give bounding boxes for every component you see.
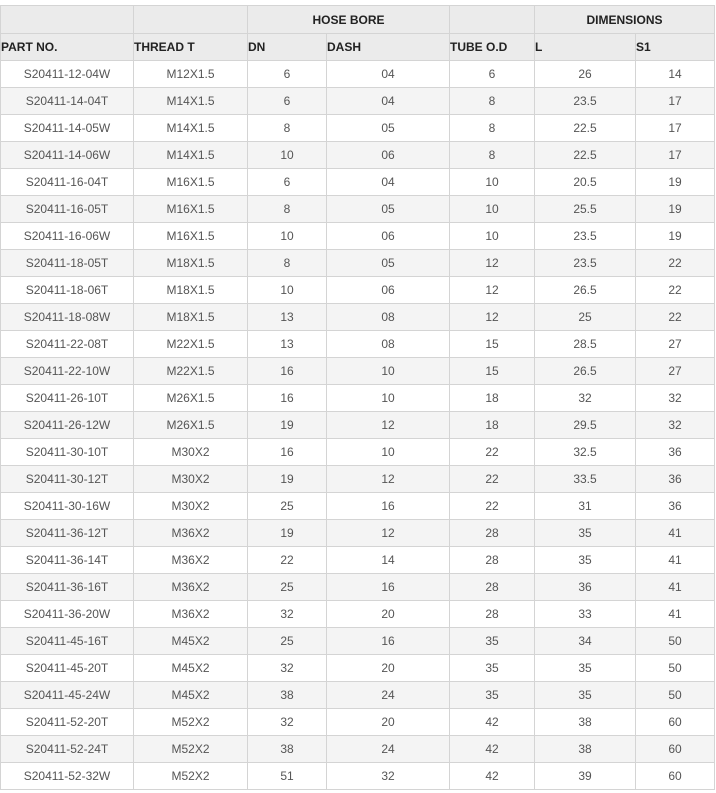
s1-cell: 27 xyxy=(636,331,715,358)
dn-cell: 13 xyxy=(248,331,327,358)
l-cell: 22.5 xyxy=(535,142,636,169)
dash-cell: 05 xyxy=(327,250,450,277)
l-cell: 39 xyxy=(535,763,636,790)
l-cell: 38 xyxy=(535,709,636,736)
thread-cell: M36X2 xyxy=(134,520,248,547)
table-row xyxy=(1,331,715,358)
thread-cell: M14X1.5 xyxy=(134,88,248,115)
column-header-thread: THREAD T xyxy=(134,34,248,61)
table-row xyxy=(1,304,715,331)
l-cell: 32 xyxy=(535,385,636,412)
dn-cell: 10 xyxy=(248,277,327,304)
part-no-cell: S20411-36-12T xyxy=(1,520,134,547)
part-no-cell: S20411-52-24T xyxy=(1,736,134,763)
l-cell: 35 xyxy=(535,547,636,574)
dn-cell: 32 xyxy=(248,655,327,682)
tube-od-cell: 42 xyxy=(450,736,535,763)
thread-cell: M14X1.5 xyxy=(134,115,248,142)
table-row xyxy=(1,520,715,547)
table-row xyxy=(1,466,715,493)
dn-cell: 32 xyxy=(248,709,327,736)
dn-cell: 25 xyxy=(248,628,327,655)
table-row xyxy=(1,169,715,196)
dash-cell: 04 xyxy=(327,169,450,196)
dn-cell: 19 xyxy=(248,520,327,547)
part-no-cell: S20411-26-10T xyxy=(1,385,134,412)
part-no-cell: S20411-18-05T xyxy=(1,250,134,277)
thread-cell: M12X1.5 xyxy=(134,61,248,88)
dash-cell: 12 xyxy=(327,412,450,439)
tube-od-cell: 22 xyxy=(450,466,535,493)
group-header-blank xyxy=(134,6,248,34)
l-cell: 20.5 xyxy=(535,169,636,196)
table-row xyxy=(1,61,715,88)
part-no-cell: S20411-12-04W xyxy=(1,61,134,88)
l-cell: 26.5 xyxy=(535,358,636,385)
table-row xyxy=(1,115,715,142)
dn-cell: 22 xyxy=(248,547,327,574)
dn-cell: 13 xyxy=(248,304,327,331)
table-row xyxy=(1,628,715,655)
thread-cell: M18X1.5 xyxy=(134,304,248,331)
part-no-cell: S20411-45-20T xyxy=(1,655,134,682)
column-header-row xyxy=(1,34,715,61)
dash-cell: 20 xyxy=(327,709,450,736)
thread-cell: M52X2 xyxy=(134,709,248,736)
l-cell: 33.5 xyxy=(535,466,636,493)
part-no-cell: S20411-30-10T xyxy=(1,439,134,466)
table-row xyxy=(1,736,715,763)
s1-cell: 60 xyxy=(636,763,715,790)
thread-cell: M26X1.5 xyxy=(134,412,248,439)
s1-cell: 17 xyxy=(636,142,715,169)
thread-cell: M16X1.5 xyxy=(134,223,248,250)
l-cell: 35 xyxy=(535,682,636,709)
thread-cell: M22X1.5 xyxy=(134,358,248,385)
s1-cell: 22 xyxy=(636,277,715,304)
l-cell: 36 xyxy=(535,574,636,601)
column-header-part-no: PART NO. xyxy=(1,34,134,61)
tube-od-cell: 42 xyxy=(450,709,535,736)
thread-cell: M52X2 xyxy=(134,763,248,790)
group-header-hose-bore: HOSE BORE xyxy=(248,6,450,34)
thread-cell: M52X2 xyxy=(134,736,248,763)
l-cell: 32.5 xyxy=(535,439,636,466)
s1-cell: 60 xyxy=(636,709,715,736)
l-cell: 25 xyxy=(535,304,636,331)
thread-cell: M14X1.5 xyxy=(134,142,248,169)
s1-cell: 19 xyxy=(636,223,715,250)
group-header-row xyxy=(1,6,715,34)
dash-cell: 14 xyxy=(327,547,450,574)
dash-cell: 05 xyxy=(327,196,450,223)
part-no-cell: S20411-22-08T xyxy=(1,331,134,358)
part-no-cell: S20411-45-16T xyxy=(1,628,134,655)
tube-od-cell: 12 xyxy=(450,277,535,304)
tube-od-cell: 15 xyxy=(450,358,535,385)
tube-od-cell: 22 xyxy=(450,439,535,466)
part-no-cell: S20411-14-04T xyxy=(1,88,134,115)
dn-cell: 25 xyxy=(248,574,327,601)
part-no-cell: S20411-18-08W xyxy=(1,304,134,331)
dash-cell: 16 xyxy=(327,493,450,520)
table-row xyxy=(1,358,715,385)
table-row xyxy=(1,682,715,709)
dash-cell: 24 xyxy=(327,736,450,763)
dash-cell: 08 xyxy=(327,304,450,331)
column-header-dn: DN xyxy=(248,34,327,61)
dn-cell: 6 xyxy=(248,169,327,196)
dash-cell: 06 xyxy=(327,223,450,250)
l-cell: 35 xyxy=(535,655,636,682)
dn-cell: 19 xyxy=(248,466,327,493)
table-row xyxy=(1,601,715,628)
tube-od-cell: 22 xyxy=(450,493,535,520)
dn-cell: 6 xyxy=(248,88,327,115)
dn-cell: 51 xyxy=(248,763,327,790)
tube-od-cell: 10 xyxy=(450,169,535,196)
thread-cell: M26X1.5 xyxy=(134,385,248,412)
table-row xyxy=(1,250,715,277)
thread-cell: M45X2 xyxy=(134,682,248,709)
dash-cell: 10 xyxy=(327,439,450,466)
table-row xyxy=(1,547,715,574)
s1-cell: 50 xyxy=(636,655,715,682)
part-no-cell: S20411-22-10W xyxy=(1,358,134,385)
table-row xyxy=(1,439,715,466)
thread-cell: M36X2 xyxy=(134,574,248,601)
s1-cell: 50 xyxy=(636,628,715,655)
l-cell: 22.5 xyxy=(535,115,636,142)
s1-cell: 41 xyxy=(636,547,715,574)
s1-cell: 27 xyxy=(636,358,715,385)
s1-cell: 17 xyxy=(636,88,715,115)
part-no-cell: S20411-45-24W xyxy=(1,682,134,709)
table-row xyxy=(1,196,715,223)
group-header-dimensions: DIMENSIONS xyxy=(535,6,715,34)
dash-cell: 20 xyxy=(327,655,450,682)
tube-od-cell: 8 xyxy=(450,142,535,169)
tube-od-cell: 18 xyxy=(450,385,535,412)
l-cell: 29.5 xyxy=(535,412,636,439)
tube-od-cell: 8 xyxy=(450,88,535,115)
tube-od-cell: 28 xyxy=(450,520,535,547)
l-cell: 34 xyxy=(535,628,636,655)
thread-cell: M16X1.5 xyxy=(134,196,248,223)
column-header-s1: S1 xyxy=(636,34,715,61)
l-cell: 31 xyxy=(535,493,636,520)
dash-cell: 10 xyxy=(327,385,450,412)
l-cell: 26 xyxy=(535,61,636,88)
table-row xyxy=(1,574,715,601)
table-row xyxy=(1,88,715,115)
s1-cell: 41 xyxy=(636,601,715,628)
thread-cell: M18X1.5 xyxy=(134,277,248,304)
table-row xyxy=(1,709,715,736)
part-no-cell: S20411-14-06W xyxy=(1,142,134,169)
table-row xyxy=(1,142,715,169)
s1-cell: 17 xyxy=(636,115,715,142)
dn-cell: 10 xyxy=(248,223,327,250)
dash-cell: 06 xyxy=(327,277,450,304)
dn-cell: 8 xyxy=(248,115,327,142)
tube-od-cell: 35 xyxy=(450,655,535,682)
tube-od-cell: 18 xyxy=(450,412,535,439)
s1-cell: 19 xyxy=(636,196,715,223)
tube-od-cell: 6 xyxy=(450,61,535,88)
s1-cell: 22 xyxy=(636,304,715,331)
thread-cell: M45X2 xyxy=(134,655,248,682)
part-no-cell: S20411-18-06T xyxy=(1,277,134,304)
part-no-cell: S20411-30-16W xyxy=(1,493,134,520)
dash-cell: 12 xyxy=(327,520,450,547)
s1-cell: 41 xyxy=(636,574,715,601)
thread-cell: M30X2 xyxy=(134,466,248,493)
table-row xyxy=(1,763,715,790)
l-cell: 23.5 xyxy=(535,88,636,115)
table-row xyxy=(1,277,715,304)
dash-cell: 24 xyxy=(327,682,450,709)
tube-od-cell: 8 xyxy=(450,115,535,142)
dn-cell: 19 xyxy=(248,412,327,439)
s1-cell: 32 xyxy=(636,385,715,412)
dn-cell: 38 xyxy=(248,682,327,709)
table-row xyxy=(1,223,715,250)
dn-cell: 16 xyxy=(248,358,327,385)
dn-cell: 38 xyxy=(248,736,327,763)
dash-cell: 10 xyxy=(327,358,450,385)
dash-cell: 20 xyxy=(327,601,450,628)
l-cell: 25.5 xyxy=(535,196,636,223)
dn-cell: 8 xyxy=(248,196,327,223)
tube-od-cell: 35 xyxy=(450,682,535,709)
thread-cell: M45X2 xyxy=(134,628,248,655)
l-cell: 28.5 xyxy=(535,331,636,358)
part-no-cell: S20411-16-06W xyxy=(1,223,134,250)
s1-cell: 14 xyxy=(636,61,715,88)
table-body xyxy=(1,61,715,790)
table-row xyxy=(1,385,715,412)
part-no-cell: S20411-14-05W xyxy=(1,115,134,142)
s1-cell: 32 xyxy=(636,412,715,439)
thread-cell: M30X2 xyxy=(134,493,248,520)
s1-cell: 60 xyxy=(636,736,715,763)
s1-cell: 41 xyxy=(636,520,715,547)
dash-cell: 04 xyxy=(327,61,450,88)
l-cell: 35 xyxy=(535,520,636,547)
s1-cell: 22 xyxy=(636,250,715,277)
dash-cell: 05 xyxy=(327,115,450,142)
l-cell: 23.5 xyxy=(535,250,636,277)
table-row xyxy=(1,655,715,682)
l-cell: 23.5 xyxy=(535,223,636,250)
dash-cell: 12 xyxy=(327,466,450,493)
s1-cell: 36 xyxy=(636,493,715,520)
l-cell: 38 xyxy=(535,736,636,763)
tube-od-cell: 12 xyxy=(450,304,535,331)
tube-od-cell: 28 xyxy=(450,601,535,628)
tube-od-cell: 42 xyxy=(450,763,535,790)
dash-cell: 16 xyxy=(327,574,450,601)
part-no-cell: S20411-36-20W xyxy=(1,601,134,628)
part-no-cell: S20411-36-14T xyxy=(1,547,134,574)
thread-cell: M36X2 xyxy=(134,601,248,628)
part-no-cell: S20411-16-05T xyxy=(1,196,134,223)
thread-cell: M18X1.5 xyxy=(134,250,248,277)
part-no-cell: S20411-52-20T xyxy=(1,709,134,736)
part-no-cell: S20411-26-12W xyxy=(1,412,134,439)
part-no-cell: S20411-36-16T xyxy=(1,574,134,601)
s1-cell: 19 xyxy=(636,169,715,196)
dn-cell: 16 xyxy=(248,385,327,412)
column-header-l: L xyxy=(535,34,636,61)
thread-cell: M22X1.5 xyxy=(134,331,248,358)
spec-table xyxy=(0,5,715,790)
tube-od-cell: 15 xyxy=(450,331,535,358)
s1-cell: 36 xyxy=(636,466,715,493)
dash-cell: 32 xyxy=(327,763,450,790)
tube-od-cell: 10 xyxy=(450,223,535,250)
dn-cell: 10 xyxy=(248,142,327,169)
tube-od-cell: 12 xyxy=(450,250,535,277)
part-no-cell: S20411-16-04T xyxy=(1,169,134,196)
dash-cell: 16 xyxy=(327,628,450,655)
part-no-cell: S20411-30-12T xyxy=(1,466,134,493)
table-row xyxy=(1,493,715,520)
column-header-tube-od: TUBE O.D xyxy=(450,34,535,61)
dash-cell: 04 xyxy=(327,88,450,115)
part-no-cell: S20411-52-32W xyxy=(1,763,134,790)
s1-cell: 50 xyxy=(636,682,715,709)
thread-cell: M16X1.5 xyxy=(134,169,248,196)
table-row xyxy=(1,412,715,439)
group-header-blank xyxy=(450,6,535,34)
thread-cell: M30X2 xyxy=(134,439,248,466)
l-cell: 33 xyxy=(535,601,636,628)
dash-cell: 06 xyxy=(327,142,450,169)
thread-cell: M36X2 xyxy=(134,547,248,574)
dn-cell: 32 xyxy=(248,601,327,628)
s1-cell: 36 xyxy=(636,439,715,466)
dash-cell: 08 xyxy=(327,331,450,358)
tube-od-cell: 10 xyxy=(450,196,535,223)
table-header xyxy=(1,6,715,61)
column-header-dash: DASH xyxy=(327,34,450,61)
tube-od-cell: 35 xyxy=(450,628,535,655)
dn-cell: 6 xyxy=(248,61,327,88)
group-header-blank xyxy=(1,6,134,34)
tube-od-cell: 28 xyxy=(450,574,535,601)
l-cell: 26.5 xyxy=(535,277,636,304)
dn-cell: 8 xyxy=(248,250,327,277)
dn-cell: 16 xyxy=(248,439,327,466)
dn-cell: 25 xyxy=(248,493,327,520)
tube-od-cell: 28 xyxy=(450,547,535,574)
